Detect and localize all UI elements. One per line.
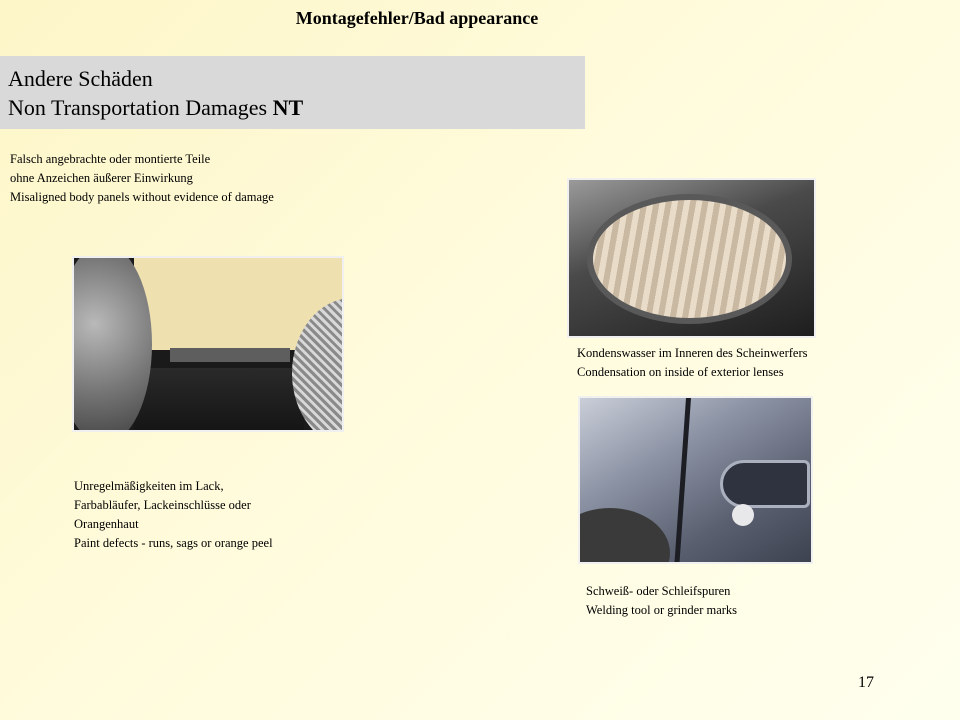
paint-defect-photo	[72, 256, 344, 432]
door-welding-marks-photo	[578, 396, 813, 564]
caption-line: Schweiß- oder Schleifspuren	[586, 584, 731, 598]
caption-line: Orangenhaut	[74, 517, 139, 531]
header-line-english	[8, 93, 585, 122]
caption-line: Welding tool or grinder marks	[586, 603, 738, 617]
page-number: 17	[858, 674, 874, 691]
intro-text	[10, 150, 274, 207]
header-code: NT	[272, 95, 304, 120]
caption-line: Paint defects - runs, sags or orange peel	[74, 536, 273, 550]
caption-line: Unregelmäßigkeiten im Lack,	[74, 479, 224, 493]
caption-line: Kondenswasser im Inneren des Scheinwerfers	[577, 346, 808, 360]
paint-defect-caption	[74, 477, 273, 553]
headlight-condensation-photo	[567, 178, 816, 338]
caption-line: Farbabläufer, Lackeinschlüsse oder	[74, 498, 251, 512]
intro-line: ohne Anzeichen äußerer Einwirkung	[10, 171, 193, 185]
section-header	[0, 56, 585, 129]
condensation-caption	[577, 344, 807, 382]
header-line-english-text: Non Transportation Damages	[8, 95, 273, 120]
intro-line: Falsch angebrachte oder montierte Teile	[10, 152, 211, 166]
caption-line: Condensation on inside of exterior lenses	[577, 365, 784, 379]
slide-title: Montagefehler/Bad appearance	[295, 8, 539, 28]
welding-marks-caption	[586, 582, 737, 620]
header-line-german: Andere Schäden	[8, 66, 153, 91]
intro-line: Misaligned body panels without evidence of damage	[10, 190, 274, 204]
